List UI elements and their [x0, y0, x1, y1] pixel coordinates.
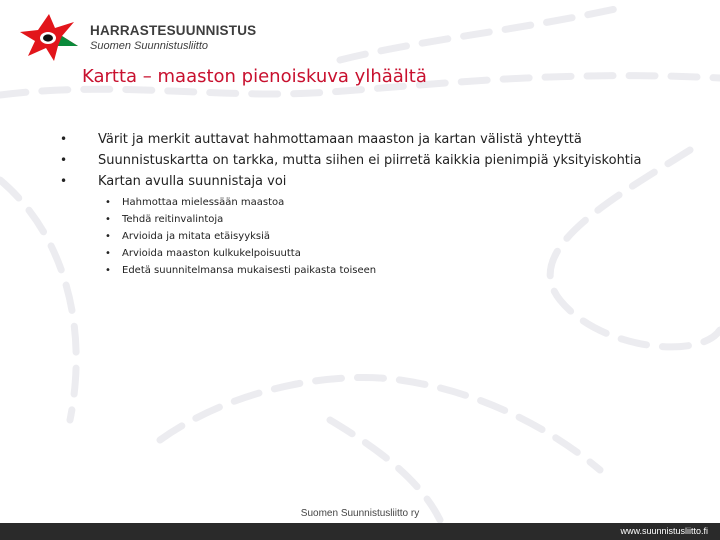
logo [18, 12, 257, 64]
footer-url: www.suunnistusliitto.fi [620, 526, 708, 536]
bullet-item-with-sublist [60, 173, 660, 279]
sub-bullet-item: • Tehdä reitinvalintoja [98, 211, 660, 228]
sub-bullet-item: • Edetä suunnitelmansa mukaisesti paikasta toiseen [98, 262, 660, 279]
bullet-text: Kartan avulla suunnistaja voi [98, 174, 287, 189]
orienteering-star-logo-icon [18, 12, 80, 62]
bullet-item: • Värit ja merkit auttavat hahmottamaan maaston ja kartan välistä yhteyttä [60, 131, 660, 148]
sub-bullet-item: • Hahmottaa mielessään maastoa [98, 194, 660, 211]
bullet-item: • Suunnistuskartta on tarkka, mutta siihen ei piirretä kaikkia pienimpiä yksityiskohtia [60, 152, 660, 169]
logo-title: HARRASTESUUNNISTUS [90, 23, 257, 38]
slide-title: Kartta – maaston pienoiskuva ylhäältä [82, 66, 427, 87]
logo-subtitle: Suomen Suunnistusliitto [90, 40, 209, 52]
footer-bar [0, 523, 720, 540]
footer-organization: Suomen Suunnistusliitto ry [300, 508, 420, 519]
bullet-list [60, 131, 660, 283]
sub-bullet-item: • Arvioida maaston kulkukelpoisuutta [98, 245, 660, 262]
sub-bullet-item: • Arvioida ja mitata etäisyyksiä [98, 228, 660, 245]
sub-bullet-list [98, 194, 660, 279]
